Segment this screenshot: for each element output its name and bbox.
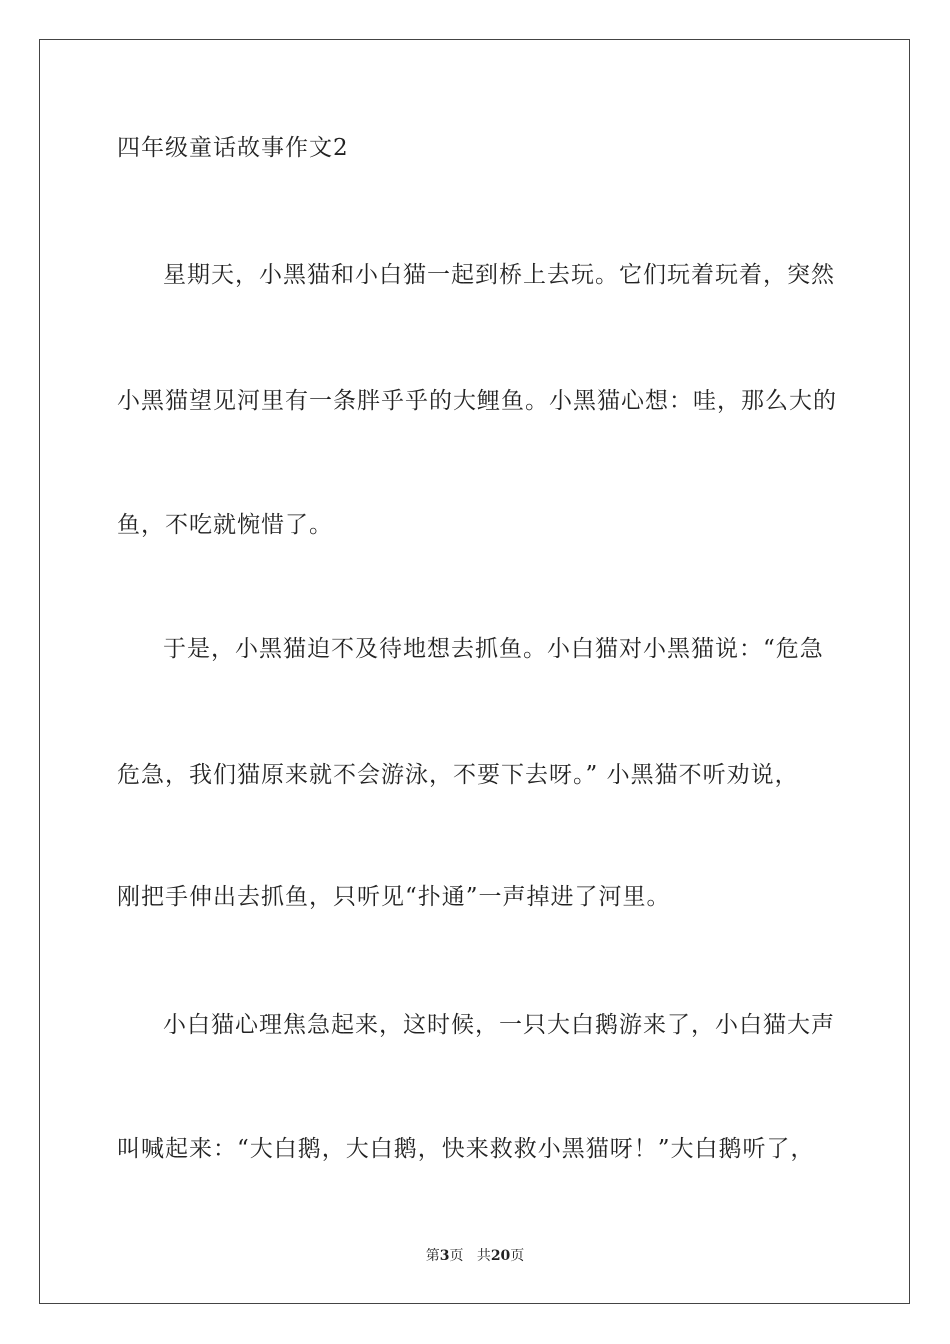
paragraph-line: 刚把手伸出去抓鱼，只听见“扑通”一声掉进了河里。 bbox=[117, 884, 671, 910]
paragraph-line: 星期天，小黑猫和小白猫一起到桥上去玩。它们玩着玩着，突然 bbox=[163, 262, 835, 288]
page-suffix: 页 bbox=[449, 1248, 464, 1264]
paragraph-line: 于是，小黑猫迫不及待地想去抓鱼。小白猫对小黑猫说：“危急 bbox=[163, 636, 824, 662]
paragraph-line: 叫喊起来：“大白鹅，大白鹅，快来救救小黑猫呀！”大白鹅听了， bbox=[117, 1136, 815, 1162]
total-prefix: 共 bbox=[476, 1248, 491, 1264]
page-number: 3 bbox=[439, 1248, 450, 1264]
page-prefix: 第 bbox=[425, 1248, 440, 1264]
page-border bbox=[39, 39, 910, 1304]
total-pages: 20 bbox=[490, 1248, 511, 1264]
paragraph-line: 危急，我们猫原来就不会游泳，不要下去呀。” 小黑猫不听劝说， bbox=[117, 762, 799, 788]
paragraph-line: 鱼，不吃就惋惜了。 bbox=[117, 512, 333, 538]
paragraph-line: 小黑猫望见河里有一条胖乎乎的大鲤鱼。小黑猫心想：哇，那么大的 bbox=[117, 388, 837, 414]
page-footer bbox=[0, 1246, 950, 1266]
total-suffix: 页 bbox=[510, 1248, 525, 1264]
document-title: 四年级童话故事作文2 bbox=[117, 135, 349, 161]
paragraph-line: 小白猫心理焦急起来，这时候，一只大白鹅游来了，小白猫大声 bbox=[163, 1012, 835, 1038]
